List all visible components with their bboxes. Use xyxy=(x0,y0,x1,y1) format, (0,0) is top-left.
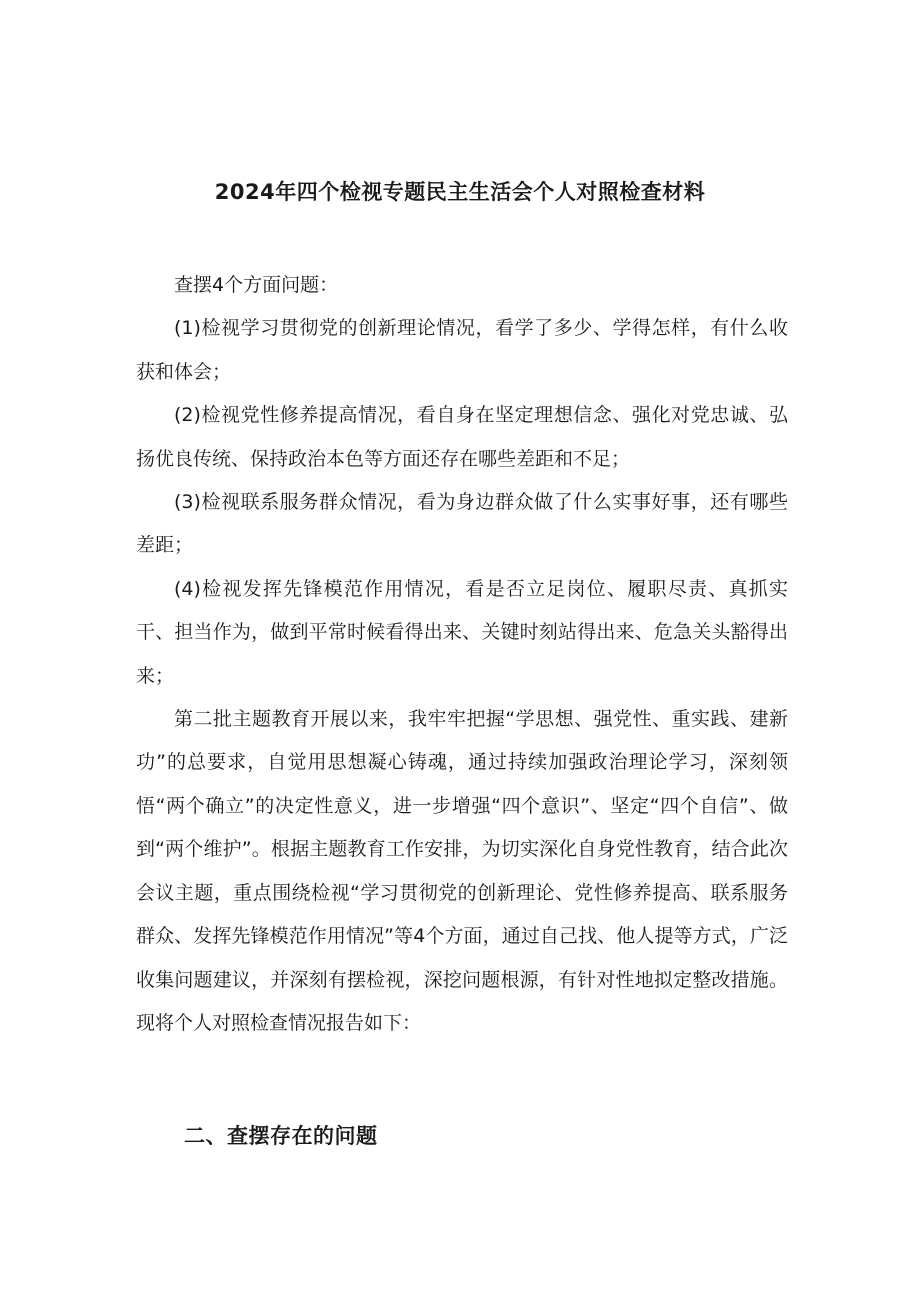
paragraph-item-1: (1)检视学习贯彻党的创新理论情况，看学了多少、学得怎样，有什么收获和体会； xyxy=(136,317,788,383)
paragraph-summary: 第二批主题教育开展以来，我牢牢把握“学思想、强党性、重实践、建新功”的总要求，自觉用思想凝心铸魂，通过持续加强政治理论学习，深刻领悟“两个确立”的决定性意义，进一步增强“四个意识”、坚定“四个自信”、做到“两个维护”。根据主题教育工作安排，为切实深化自身党性教育，结合此次会议主题，重点围绕检视“学习贯彻党的创新理论、党性修养提高、联系服务群众、发挥先锋模范作用情况”等4个方面，通过自己找、他人提等方式，广泛收集问题建议，并深刻有摆检视，深挖问题根源，有针对性地拟定整改措施。现将个人对照检查情况报告如下： xyxy=(136,708,788,1034)
section-heading: 二、查摆存在的问题 xyxy=(184,1124,378,1148)
document-body xyxy=(136,264,788,1045)
paragraph-item-2: (2)检视党性修养提高情况，看自身在坚定理想信念、强化对党忠诚、弘扬优良传统、保持政治本色等方面还存在哪些差距和不足； xyxy=(136,404,788,470)
document-title: 2024年四个检视专题民主生活会个人对照检查材料 xyxy=(214,180,706,204)
paragraph-item-4: (4)检视发挥先锋模范作用情况，看是否立足岗位、履职尽责、真抓实干、担当作为，做到平常时候看得出来、关键时刻站得出来、危急关头豁得出来； xyxy=(136,577,788,687)
paragraph-intro: 查摆4个方面问题： xyxy=(174,274,339,296)
paragraph-item-3: (3)检视联系服务群众情况，看为身边群众做了什么实事好事，还有哪些差距； xyxy=(136,491,788,557)
